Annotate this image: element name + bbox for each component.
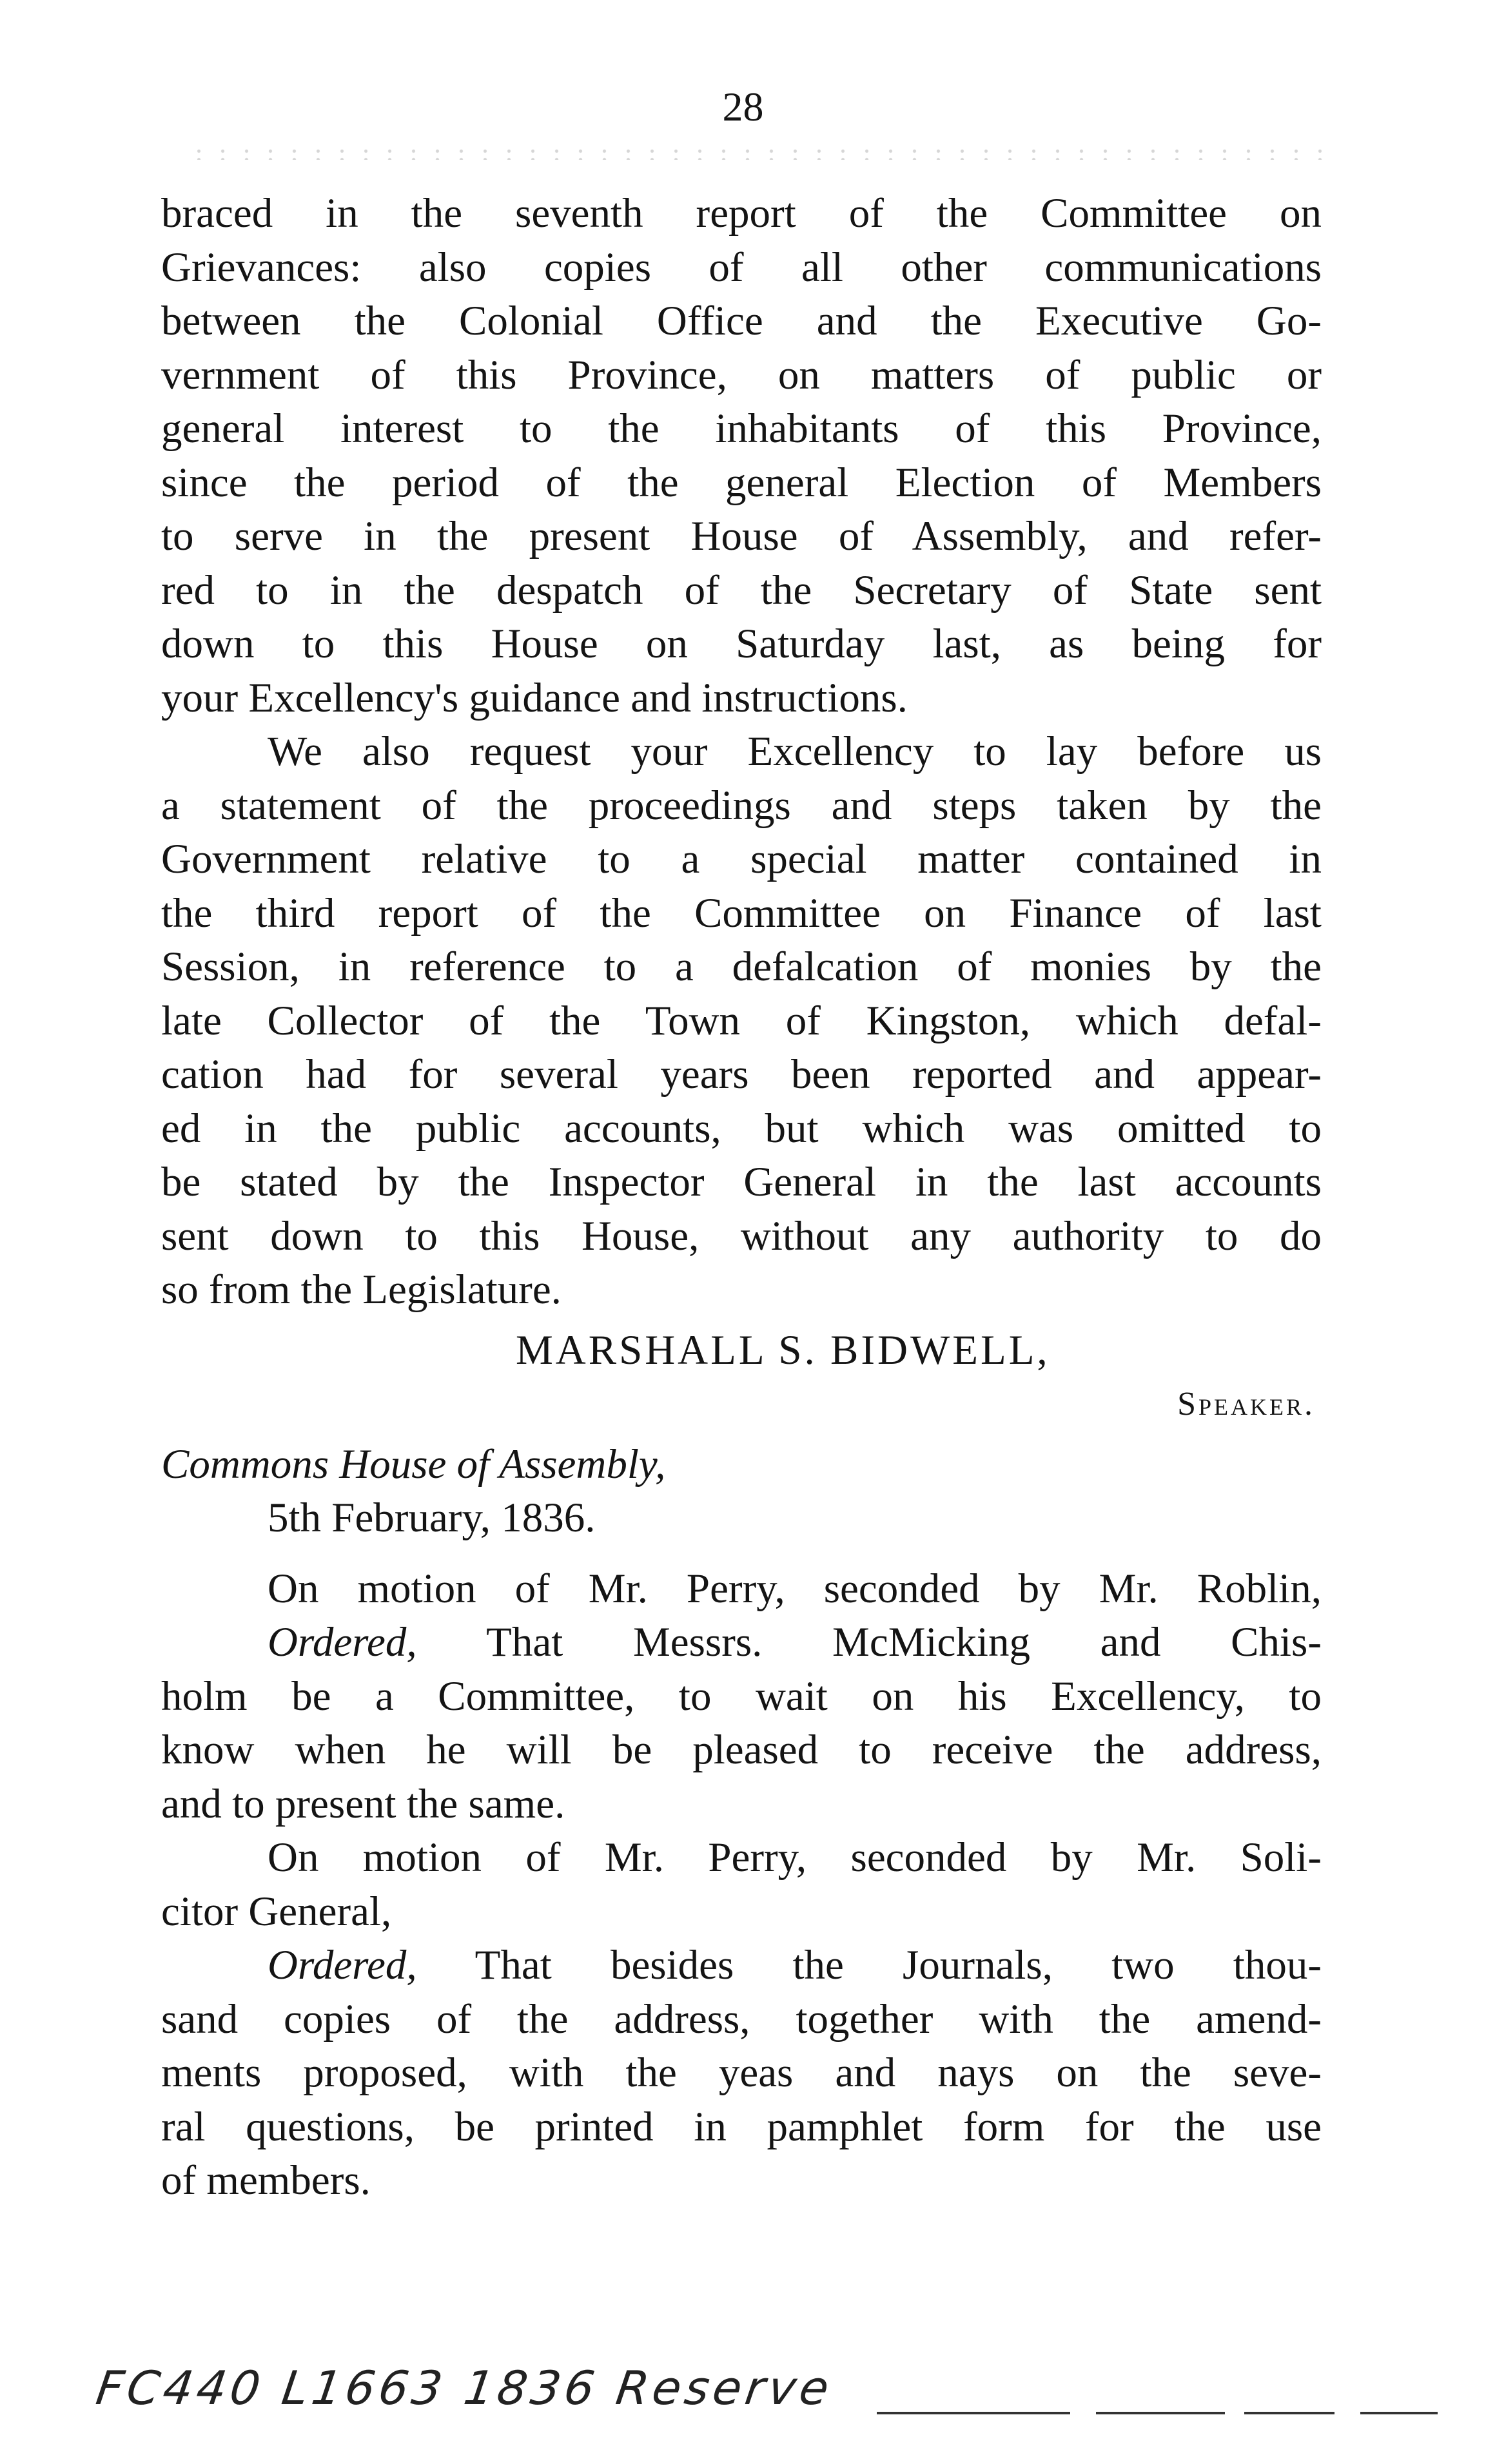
text-line: ed in the public accounts, but which was omitted to: [161, 1105, 1322, 1152]
text-line: red to in the despatch of the Secretary of State sent: [161, 567, 1322, 614]
text-line: and to present the same.: [161, 1780, 565, 1827]
text-line: since the period of the general Election of Members: [161, 459, 1322, 506]
text-line: so from the Legislature.: [161, 1266, 562, 1313]
paragraph-2: [161, 725, 1322, 1317]
text-line: down to this House on Saturday last, as being for: [161, 621, 1322, 667]
motion-1: [161, 1562, 1322, 1832]
scan-noise-strip: [187, 147, 1334, 160]
document-body: [161, 187, 1322, 2208]
text-line: vernment of this Province, on matters of public or: [161, 351, 1322, 398]
text-line: of members.: [161, 2157, 371, 2204]
text-line: ments proposed, with the yeas and nays on the seve-: [161, 2050, 1322, 2096]
text-line: a statement of the proceedings and steps taken by the: [161, 782, 1322, 829]
text-line: to serve in the present House of Assembly, and refer-: [161, 513, 1322, 559]
text-line: ral questions, be printed in pamphlet form for the use: [161, 2103, 1322, 2150]
motion-2: [161, 1831, 1322, 2208]
ordered-word: Ordered,: [268, 1942, 417, 1988]
text-line: sand copies of the address, together with the amend-: [161, 1995, 1322, 2042]
ordered-word: Ordered,: [268, 1619, 417, 1665]
text-line: Session, in reference to a defalcation of monies by the: [161, 944, 1322, 990]
text-line: [161, 1939, 1322, 1993]
place-line: Commons House of Assembly,: [161, 1441, 666, 1488]
ruled-mark: [1096, 2412, 1225, 2414]
text-line: general interest to the inhabitants of this Province,: [161, 405, 1322, 452]
text-line: between the Colonial Office and the Executive Go-: [161, 298, 1322, 344]
motion-intro: On motion of Mr. Perry, seconded by Mr. Soli-: [268, 1834, 1322, 1881]
text-line: We also request your Excellency to lay before us: [268, 728, 1322, 775]
text-line: [161, 1616, 1322, 1670]
handwritten-call-number: FC440 L1663 1836 Reserve: [93, 2361, 836, 2415]
text-fragment: That besides the Journals, two thou-: [474, 1942, 1322, 1988]
text-line: your Excellency's guidance and instructions.: [161, 674, 908, 721]
motion-intro: On motion of Mr. Perry, seconded by Mr. Roblin,: [268, 1565, 1322, 1612]
text-line: be stated by the Inspector General in the last accounts: [161, 1159, 1322, 1205]
text-line: Grievances: also copies of all other communications: [161, 244, 1322, 291]
text-line: know when he will be pleased to receive the address,: [161, 1727, 1322, 1773]
signature-title: Speaker.: [1177, 1386, 1315, 1422]
page-number: 28: [722, 84, 764, 130]
text-fragment: That Messrs. McMicking and Chis-: [486, 1619, 1322, 1665]
date-line: 5th February, 1836.: [268, 1495, 596, 1541]
text-line: sent down to this House, without any authority to do: [161, 1212, 1322, 1259]
text-line: braced in the seventh report of the Committee on: [161, 190, 1322, 237]
ruled-mark: [1360, 2412, 1438, 2414]
text-line: holm be a Committee, to wait on his Excellency, to: [161, 1673, 1322, 1720]
paragraph-1: [161, 187, 1322, 725]
text-line: Government relative to a special matter contained in: [161, 836, 1322, 882]
signature-name: MARSHALL S. BIDWELL,: [516, 1326, 1050, 1373]
text-line: late Collector of the Town of Kingston, which defal-: [161, 997, 1322, 1044]
text-line: cation had for several years been reported and appear-: [161, 1051, 1322, 1098]
ruled-mark: [877, 2412, 1070, 2414]
ruled-mark: [1244, 2412, 1334, 2414]
text-line: the third report of the Committee on Finance of last: [161, 889, 1322, 936]
text-line: citor General,: [161, 1888, 392, 1935]
